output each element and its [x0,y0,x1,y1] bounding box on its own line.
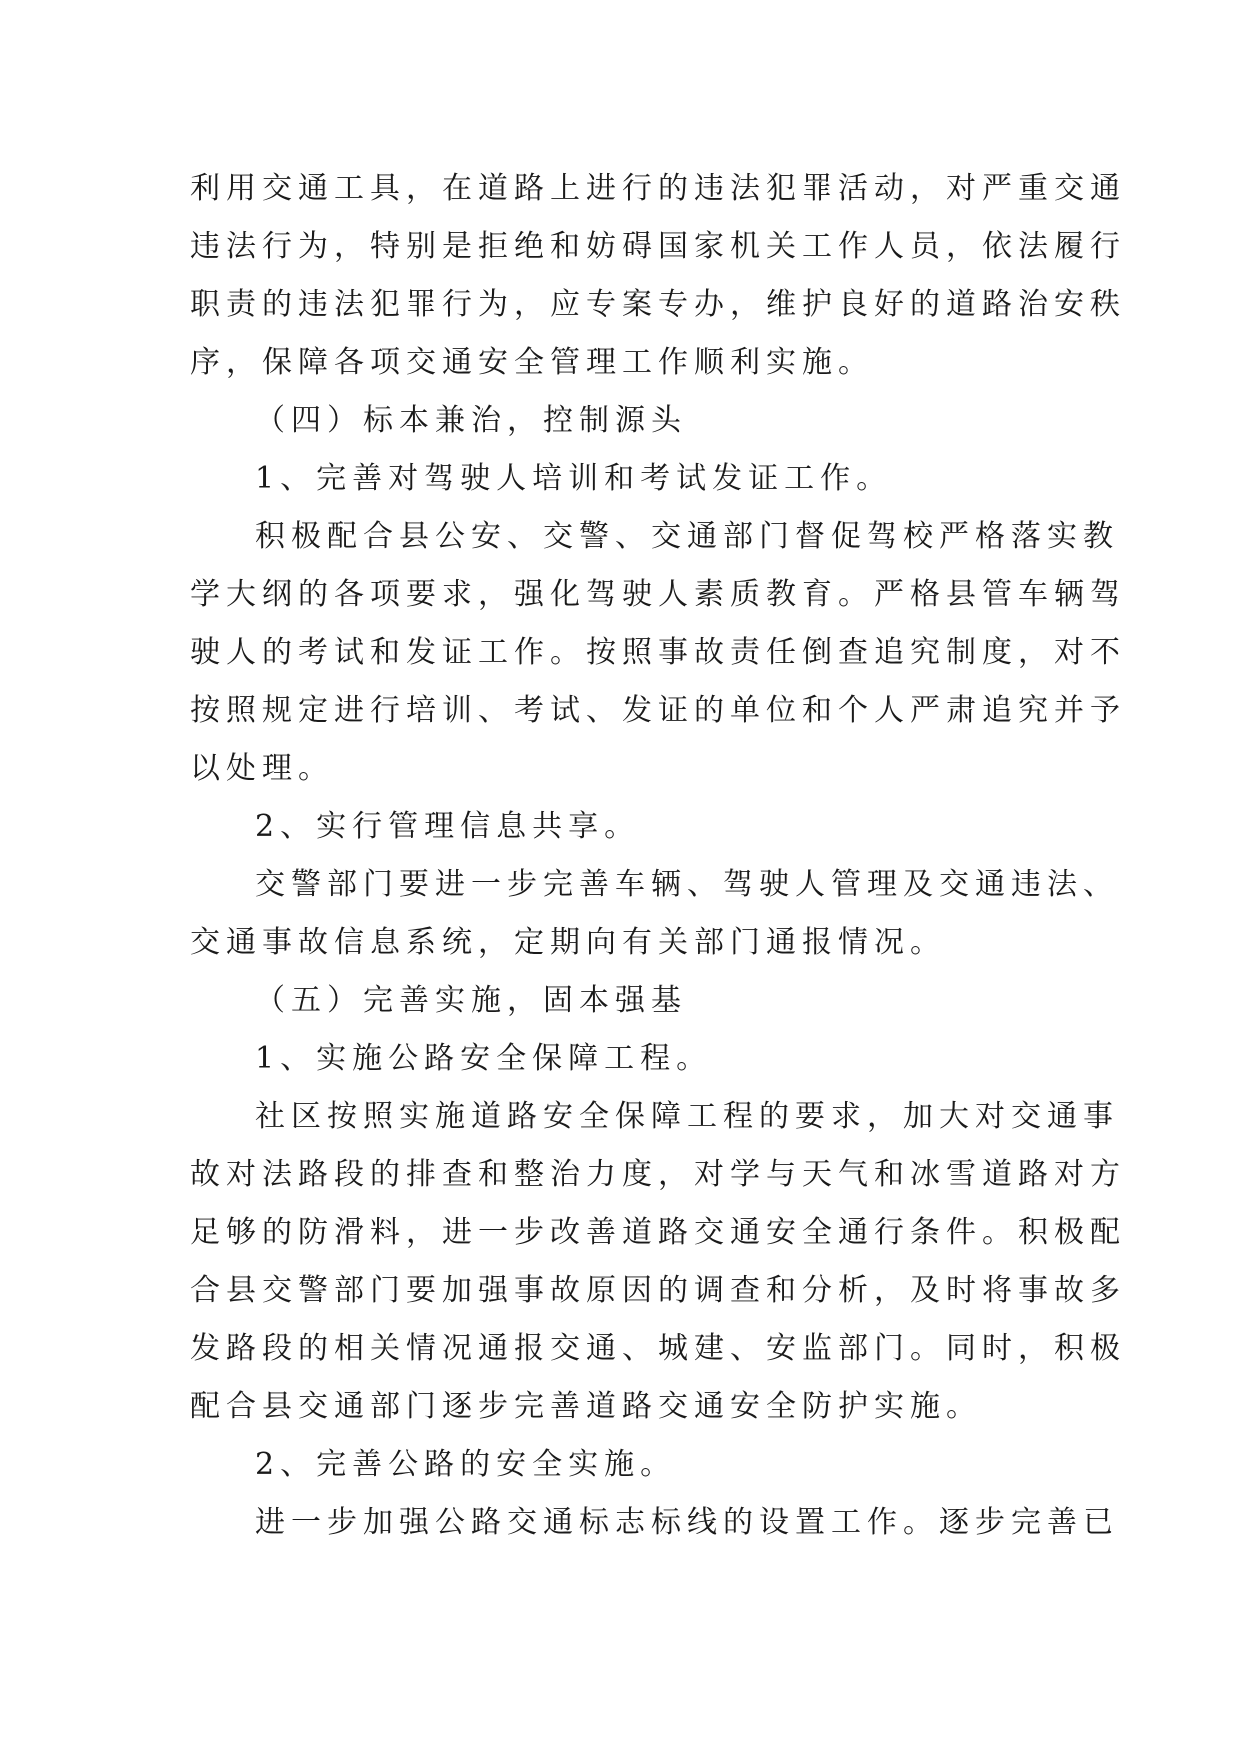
subsection-heading: 2、完善公路的安全实施。 [255,1447,677,1482]
paragraph-line: 故对法路段的排查和整治力度，对学与天气和冰雪道路对方 [190,1157,1126,1192]
paragraph-line: 交警部门要进一步完善车辆、驾驶人管理及交通违法、 [255,867,1119,902]
subsection-heading: 2、实行管理信息共享。 [255,809,641,844]
subsection-heading: 1、完善对驾驶人培训和考试发证工作。 [255,461,893,496]
paragraph-line: 序，保障各项交通安全管理工作顺利实施。 [190,345,874,380]
section-heading-5: （五）完善实施，固本强基 [255,983,687,1018]
paragraph-line: 发路段的相关情况通报交通、城建、安监部门。同时，积极 [190,1331,1126,1366]
paragraph-line: 职责的违法犯罪行为，应专案专办，维护良好的道路治安秩 [190,287,1126,322]
section-heading-4: （四）标本兼治，控制源头 [255,403,687,438]
paragraph-line: 违法行为，特别是拒绝和妨碍国家机关工作人员，依法履行 [190,229,1126,264]
paragraph-line: 进一步加强公路交通标志标线的设置工作。逐步完善已 [255,1505,1119,1540]
paragraph-line: 社区按照实施道路安全保障工程的要求，加大对交通事 [255,1099,1119,1134]
paragraph-line: 交通事故信息系统，定期向有关部门通报情况。 [190,925,946,960]
paragraph-line: 积极配合县公安、交警、交通部门督促驾校严格落实教 [255,519,1119,554]
paragraph-line: 按照规定进行培训、考试、发证的单位和个人严肃追究并予 [190,693,1126,728]
paragraph-line: 配合县交通部门逐步完善道路交通安全防护实施。 [190,1389,982,1424]
paragraph-line: 合县交警部门要加强事故原因的调查和分析，及时将事故多 [190,1273,1126,1308]
subsection-heading: 1、实施公路安全保障工程。 [255,1041,713,1076]
paragraph-line: 足够的防滑料，进一步改善道路交通安全通行条件。积极配 [190,1215,1126,1250]
document-body [190,160,1126,1552]
paragraph-line: 利用交通工具，在道路上进行的违法犯罪活动，对严重交通 [190,171,1126,206]
paragraph-line: 驶人的考试和发证工作。按照事故责任倒查追究制度，对不 [190,635,1126,670]
paragraph-line: 学大纲的各项要求，强化驾驶人素质教育。严格县管车辆驾 [190,577,1126,612]
paragraph-line: 以处理。 [190,751,334,786]
